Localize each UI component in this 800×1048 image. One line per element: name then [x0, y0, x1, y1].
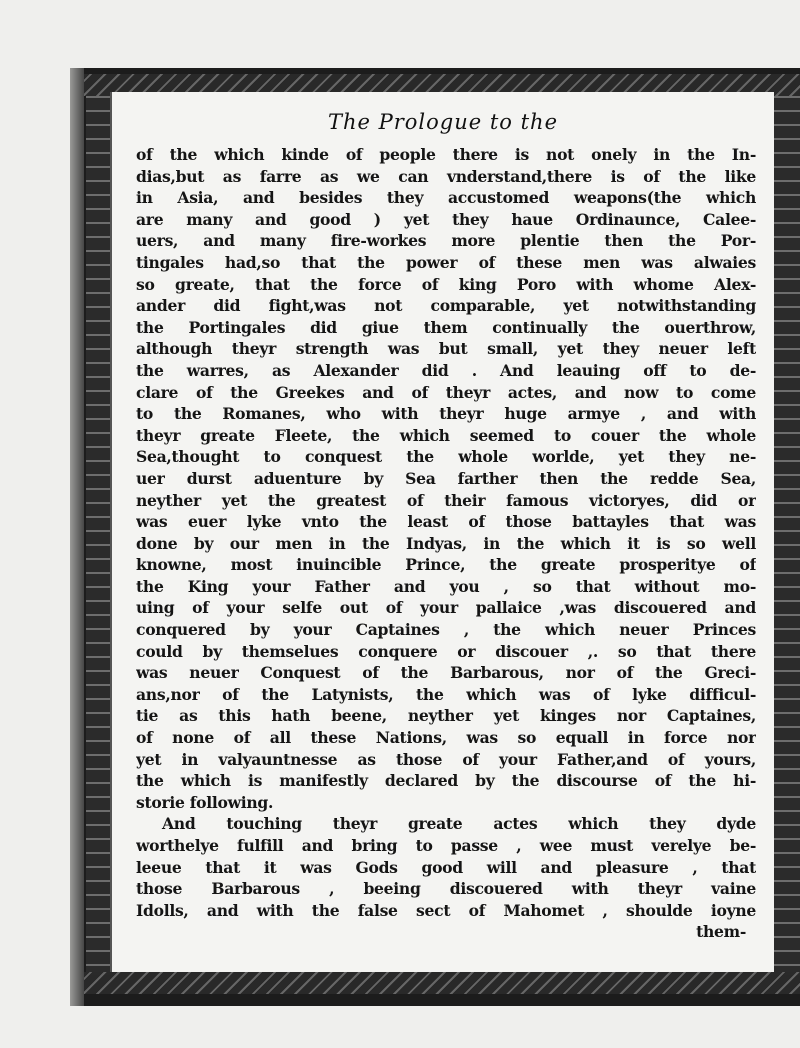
- text-line: theyr greate Fleete, the which seemed to couer the whole: [136, 425, 756, 445]
- text-line: the Portingales did giue them continually the ouerthrow,: [136, 317, 756, 337]
- text-line: done by our men in the Indyas, in the which it is so well: [136, 533, 756, 553]
- text-line: worthelye fulfill and bring to passe , wee must verelye be-: [136, 836, 756, 855]
- text-line: Sea,thought to conquest the whole worlde, yet they ne-: [136, 447, 756, 467]
- ornamental-border-bottom: [84, 972, 800, 994]
- text-line: the warres, as Alexander did . And leauing off to de-: [136, 360, 756, 380]
- text-line: And touching theyr greate actes which they dyde: [162, 814, 756, 834]
- text-line: those Barbarous , beeing discouered with theyr vaine: [136, 879, 756, 899]
- ornamental-border-right: [770, 90, 800, 975]
- text-line: uers, and many fire-workes more plentie then the Por-: [136, 231, 756, 251]
- text-block: [110, 92, 774, 972]
- text-line: the which is manifestly declared by the discourse of the hi-: [136, 771, 756, 791]
- text-line: dias,but as farre as we can vnderstand,there is of the like: [136, 166, 756, 186]
- text-line: yet in valyauntnesse as those of your Father,and of yours,: [136, 749, 756, 769]
- text-line: tingales had,so that the power of these men was alwaies: [136, 252, 756, 272]
- text-line: to the Romanes, who with theyr huge armye , and with: [136, 404, 756, 424]
- text-line: leeue that it was Gods good will and pleasure , that: [136, 857, 756, 877]
- text-line: of the which kinde of people there is not onely in the In-: [136, 145, 756, 164]
- text-line: although theyr strength was but small, yet they neuer left: [136, 339, 756, 359]
- text-line: in Asia, and besides they accustomed weapons(the which: [136, 188, 756, 208]
- text-line: uer durst aduenture by Sea farther then the redde Sea,: [136, 468, 756, 488]
- text-line: ander did fight,was not comparable, yet notwithstanding: [136, 296, 756, 316]
- text-line: Idolls, and with the false sect of Mahomet , shoulde ioyne: [136, 900, 756, 920]
- text-line: ans,nor of the Latynists, the which was of lyke difficul-: [136, 684, 756, 704]
- text-line: of none of all these Nations, was so equall in force nor: [136, 728, 756, 748]
- text-line: so greate, that the force of king Poro with whome Alex-: [136, 274, 756, 294]
- text-line: the King your Father and you , so that without mo-: [136, 576, 756, 596]
- body-text: [136, 144, 756, 943]
- text-line: clare of the Greekes and of theyr actes, and now to come: [136, 382, 756, 402]
- text-line: was neuer Conquest of the Barbarous, nor of the Greci-: [136, 663, 756, 683]
- running-head: The Prologue to the: [327, 110, 559, 134]
- text-line: storie following.: [136, 792, 274, 812]
- catchword: them-: [696, 922, 746, 942]
- text-line: conquered by your Captaines , the which neuer Princes: [136, 620, 756, 640]
- text-line: uing of your selfe out of your pallaice ,was discouered and: [136, 598, 756, 618]
- ornamental-border-left: [86, 90, 112, 975]
- text-line: neyther yet the greatest of their famous victoryes, did or: [136, 490, 756, 510]
- text-line: tie as this hath beene, neyther yet kinges nor Captaines,: [136, 706, 756, 726]
- text-line: knowne, most inuincible Prince, the greate prosperitye of: [136, 555, 756, 575]
- text-line: are many and good ) yet they haue Ordinaunce, Calee-: [136, 209, 756, 229]
- text-line: could by themselues conquere or discouer ,. so that there: [136, 641, 756, 661]
- text-line: was euer lyke vnto the least of those battayles that was: [136, 512, 756, 532]
